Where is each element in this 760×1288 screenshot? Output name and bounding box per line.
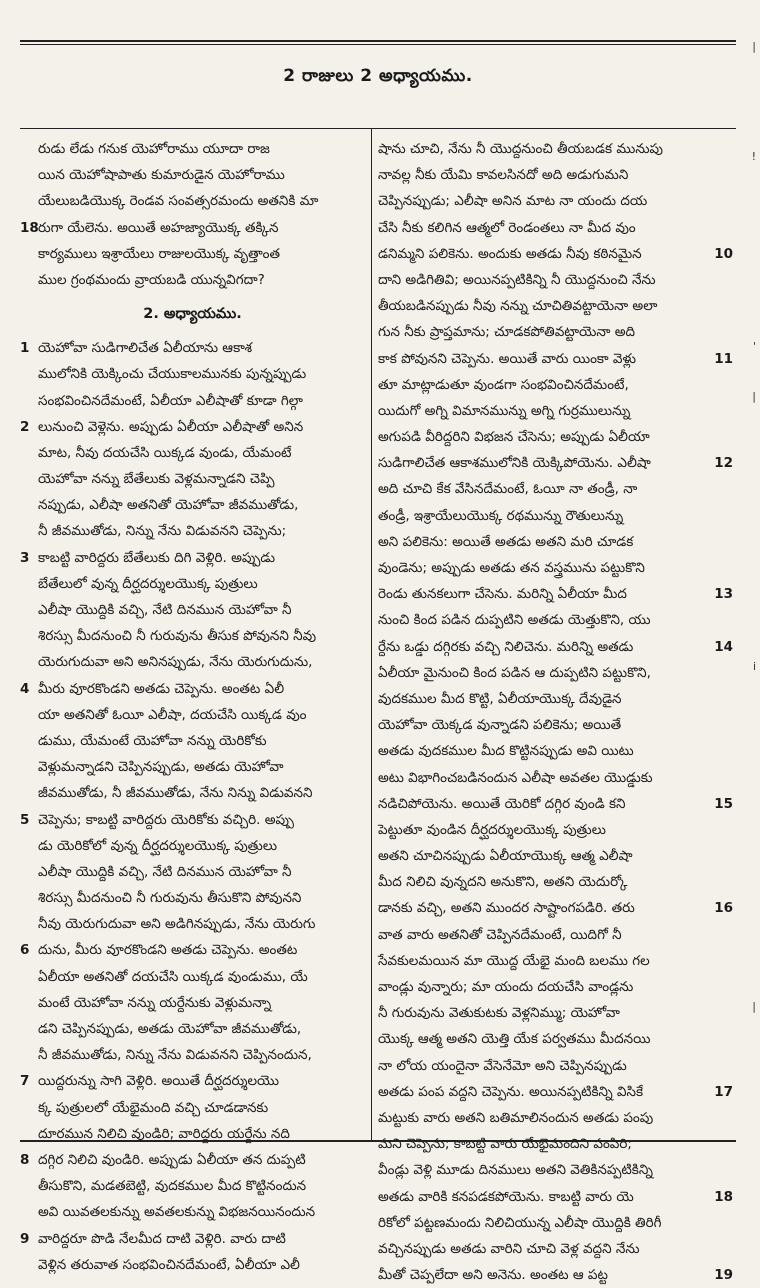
text-line [378,1184,733,1210]
text-line [20,492,365,518]
line-text: తీసుకొని, మడతబెట్టి, వుదకముల మీద కొట్టినందున [38,1178,307,1195]
text-line [20,728,365,754]
text-line [378,843,723,869]
text-line [20,1095,365,1121]
line-text: రుగా యేలెను. అయితే అహజ్యాయొక్క తక్కిన [38,219,279,236]
verse-number [20,833,38,859]
verse-number: 10 [714,245,733,262]
line-text: డుము, యేమంటే యెహోవా నన్ను యెరికోకు [38,732,267,749]
bottom-rule [20,1140,736,1142]
text-line [20,414,365,440]
text-line [20,440,365,466]
top-double-rule-inner [20,44,736,45]
line-text: రుడు లేడు గనుక యెహోరాము యూదా రాజ [38,141,270,157]
verse-number [20,649,38,675]
text-line [20,623,365,649]
text-line [378,1000,723,1026]
page-title: 2 రాజులు 2 అధ్యాయము. [283,66,473,86]
verse-number [20,623,38,649]
line-text: గున నీకు ప్రాప్తమాను; చూడకపోతివట్టాయెనా అది [378,324,636,341]
text-line [378,372,723,398]
verse-number: 15 [714,795,733,812]
text-line [378,791,733,817]
margin-mark: i [752,660,756,673]
text-line [378,476,723,502]
text-line [20,267,365,293]
verse-number [20,702,38,728]
verse-number [20,597,38,623]
text-line [378,503,723,529]
verse-number [20,1095,38,1121]
line-text: మీరు వూరకొండని అతడు చెప్పెను. అంతట ఏలీ [38,680,285,697]
line-text: సుడిగాలిచేత ఆకాశములోనికి యెక్కిపోయెను. ఎలీషా [378,455,651,472]
verse-number [20,466,38,492]
line-text: కాక పోవునని చెప్పెను. అయితే వారు యింకా వెళ్లు [378,350,636,367]
top-double-rule [20,40,736,42]
line-text: శిరస్సు మీదనుంచి నీ గురువును తీసుకొని పోవునని [38,890,302,907]
verse-number: 8 [20,1151,30,1168]
line-text: జీవముతోడు, నీ జీవముతోడు, నేను నిన్ను విడువనని [38,785,313,802]
verse-number [20,1199,38,1225]
verse-number [20,885,38,911]
line-text: లునుంచి వెళ్లెను. అప్పుడు ఏలీయా ఎలీషాతో అనిన [38,418,304,435]
text-line [378,450,733,476]
line-text: చెప్పెను; కాబట్టి వారిద్దరు యెరికోకు వచ్చిరి. అప్పు [38,811,295,828]
line-text: ముల గ్రంథమందు వ్రాయబడి యున్నవిగదా? [38,271,265,288]
line-text: యెహోవా సుడిగాలిచేత ఏలీయాను ఆకాశ [38,340,253,357]
verse-number [20,1016,38,1042]
text-line [378,712,723,738]
line-text: యిన యెహోషాపాతు కుమారుడైన యెహోరాము [38,167,285,184]
text-line [20,833,365,859]
line-text: చెప్పినప్పుడు; ఎలీషా అనిన మాట నా యందు దయ [378,193,648,210]
text-line [20,136,365,162]
text-line [378,241,733,267]
line-text: యెహోవా యెక్కడ వున్నాడని పలికెను; అయితే [378,717,622,734]
line-text: అతడు వారికి కనపడకపోయెను. కాబట్టి వారు యె [378,1188,634,1205]
text-line [378,346,733,372]
verse-number: 4 [20,680,30,697]
text-line [378,817,723,843]
text-line [378,1079,733,1105]
line-text: చేసి నీకు కలిగిన ఆత్మలో రెండంతలు నా మీద వుం [378,219,636,236]
line-text: నీ జీవముతోడు, నిన్ను నేను విడువనని చెప్పినందున, [38,1047,312,1064]
column-divider [371,128,372,1140]
line-text: ఏలీయా మైనుంచి కింద పడిన ఆ దుప్పటిని పట్టుకొని, [378,664,651,681]
line-text: అతడు వుదకముల మీద కొట్టినప్పుడు అవి యిటు [378,743,634,760]
line-text: మంటే యెహోవా నన్ను యర్దేనుకు వెళ్లుమన్నా [38,994,272,1011]
verse-number [20,1121,38,1147]
line-text: రెండు తునకలుగా చేసెను. మరిన్ని ఏలీయా మీద [378,586,627,603]
verse-number: 2 [20,418,30,435]
line-text: వాండ్లు వున్నారు; మా యందు దయచేసి వాండ్లను [378,979,634,995]
verse-number [20,911,38,937]
line-text: దగ్గిర నిలిచి వుండిరి. అప్పుడు ఏలీయా తన దుప్పటి [38,1151,306,1168]
line-text: నడిచిపోయెను. అయితే యెరికో దగ్గిర వుండి కని [378,795,626,812]
line-text: తీయబడినప్పుడు నీవు నన్ను చూచితివట్టాయెనా అలా [378,298,658,315]
verse-number [20,188,38,214]
line-text: పెట్టుతూ వుండిన దీర్ఘదర్శులయొక్క పుత్రులు [378,821,606,838]
line-text: నీ జీవముతోడు, నిన్ను నేను విడువనని చెప్పెను; [38,523,287,540]
line-text: దూరమున నిలిచి వుండిరి; వారిద్దరు యర్దేను నది [38,1125,290,1142]
text-line [378,1210,723,1236]
verse-number: 19 [714,1267,733,1284]
line-text: వచ్చినప్పుడు అతడు వారిని చూచి వెళ్ల వద్దని నేను [378,1240,640,1257]
text-line [378,1262,733,1288]
text-line [378,738,723,764]
margin-mark: | [752,40,756,53]
line-text: యేలుబడియొక్క రెండవ సంవత్సరమందు అతనికి మా [38,193,319,210]
verse-number [20,859,38,885]
line-text: వుదకముల మీద కొట్టి, ఏలీయాయొక్క దేవుడైన [378,690,622,707]
line-text: ఏలీయా అతనితో దయచేసి యిక్కడ వుండుము, యే [38,968,308,985]
line-text: యిదుగో అగ్ని విమానమున్ను అగ్ని గుర్రములున్ను [378,402,631,419]
verse-number [20,162,38,188]
line-text: దాని అడిగితివి; అయినప్పటికిన్ని నీ యొద్దనుంచి నేను [378,271,656,288]
text-line [378,424,723,450]
line-text: యొక్క ఆత్మ అతని యెత్తి యేక పర్వతము మీదనయి [378,1031,651,1048]
text-line [378,188,723,214]
verse-number [20,492,38,518]
verse-number: 11 [714,350,733,367]
margin-mark: | [752,1000,756,1013]
line-text: అని పలికెను: అయితే అతడు అతని మరి చూడక [378,533,634,550]
verse-number: 5 [20,811,30,828]
verse-number [20,754,38,780]
verse-number [20,990,38,1016]
text-line [378,162,723,188]
line-text: ఎలీషా యొద్దికి వచ్చి, నేటి దినమున యెహోవా నీ [38,602,292,618]
line-text: మీతో చెప్పలేదా అని అనెను. అంతట ఆ పట్ట [378,1267,608,1284]
text-line [20,1042,365,1068]
chapter-heading: 2. అధ్యాయము. [143,306,242,323]
text-line [378,319,723,345]
left-column [20,136,365,1273]
text-line [20,571,365,597]
text-line [378,607,723,633]
verse-number [20,571,38,597]
text-line [20,1068,365,1094]
line-text: కార్యములు ఇశ్రాయేలు రాజులయొక్క వృత్తాంత [38,245,281,262]
text-line [20,990,365,1016]
text-line [20,1121,365,1147]
line-text: సంభవించినదేమంటే, ఏలీయా ఎలీషాతో కూడా గిల్గా [38,392,303,409]
right-margin-marks [742,0,756,1191]
verse-number [20,728,38,754]
page [20,40,736,1284]
text-line [378,555,723,581]
text-line [378,869,723,895]
text-line [20,597,365,623]
text-line [20,964,365,990]
line-text: నీవు యెరుగుదువా అని అడిగినప్పుడు, నేను యెరుగు [38,916,316,933]
text-line [20,754,365,780]
line-text: నా లోయ యందైనా వేసెనేమో అని చెప్పినప్పుడు [378,1057,627,1074]
text-line [20,649,365,675]
text-line [20,1147,365,1173]
text-line [20,466,365,492]
line-text: వాత వారు అతనితో చెప్పినదేమంటే, యిదిగో నీ [378,926,622,943]
text-line [378,634,733,660]
text-line [20,1016,365,1042]
text-line [20,162,365,188]
text-line [378,398,723,424]
text-line [20,780,365,806]
text-line [378,686,723,712]
line-text: మట్టుకు వారు అతని బతిమాలినందున అతడు పంపు [378,1109,654,1126]
verse-number: 12 [714,455,733,472]
verse-number: 1 [20,340,30,357]
verse-number: 14 [714,638,733,655]
text-line [378,974,723,1000]
line-text: డు యెరికోలో వున్న దీర్ఘదర్శులయొక్క పుత్రులు [38,837,278,854]
verse-number: 7 [20,1073,30,1090]
verse-number [20,267,38,293]
text-line [378,765,723,791]
text-line [378,1026,723,1052]
text-line [378,529,723,555]
line-text: వెళ్లిన తరువాత సంభవించినదేమంటే, ఏలీయా ఎలీ [38,1256,300,1273]
line-text: ములోనికి యెక్కించు చేయుకాలమునకు పున్నప్పుడు [38,366,307,383]
line-text: డానకు వచ్చి, అతని ముందర సాష్టాంగపడిరి. తరు [378,900,635,917]
text-line [20,188,365,214]
text-line [20,885,365,911]
verse-number: 3 [20,549,30,566]
text-line [20,545,365,571]
text-line [378,1105,723,1131]
margin-mark: ' [752,340,756,353]
text-line [20,361,365,387]
verse-number [20,518,38,544]
line-text: మని చెప్పెను; కాబట్టి వారు యేభైమందిని పంపిరి; [378,1136,632,1153]
line-text: వారిద్దరూ పొడి నేలమీద దాటి వెళ్లిరి. వారు దాటి [38,1230,286,1247]
verse-number [20,780,38,806]
verse-number [20,361,38,387]
text-line [378,948,723,974]
line-text: అవి యివతలకున్ను అవతలకున్ను విభజనయినందున [38,1204,316,1221]
line-text: యెహోవా నన్ను బేతేలుకు వెళ్లమన్నాడని చెప్పి [38,471,275,488]
line-text: డనిమ్మని పలికెను. అందుకు అతడు నీవు కఠినమైన [378,245,642,262]
line-text: అది చూచి కేక వేసినదేమంటే, ఓయీ నా తండ్రీ, నా [378,481,638,498]
line-text: శిరస్సు మీదనుంచి నీ గురువును తీసుక పోవునని నీవు [38,628,317,645]
line-text: అతని చూచినప్పుడు ఏలీయాయొక్క ఆత్మ ఎలీషా [378,848,633,865]
text-line [378,1053,723,1079]
line-text: అగుపడి వీరిద్దరిని విభజన చేసెను; అప్పుడు ఏలీయా [378,429,650,446]
line-text: మాట, నీవు దయచేసి యిక్కడ వుండు, యేమంటే [38,444,292,461]
line-text: నావల్ల నీకు యేమి కావలసినదో అది అడుగుమని [378,167,629,184]
verse-number: 6 [20,942,30,959]
text-line [20,1226,365,1252]
line-text: కాబట్టి వారిద్దరు బేతేలుకు దిగి వెళ్లిరి. అప్పుడు [38,549,276,566]
text-line [378,215,723,241]
line-text: డని చెప్పినప్పుడు, అతడు యెహోవా జీవముతోడు, [38,1021,302,1037]
text-line [378,660,723,686]
line-text: నప్పుడు, ఎలీషా అతనితో యెహోవా జీవముతోడు, [38,497,299,514]
line-text: రికోలో పట్టణమందు నిలిచియున్న ఎలీషా యొద్దికి తిరిగీ [378,1214,662,1231]
line-text: బేతేలులో వున్న దీర్ఘదర్శులయొక్క పుత్రులు [38,575,258,592]
text-line [20,807,365,833]
verse-number: 18 [714,1188,733,1205]
line-text: నీ గురువును వెతుకుటకు వెళ్లనిమ్ము; యెహోవా [378,1005,620,1022]
text-line [20,1173,365,1199]
text-line [20,388,365,414]
text-line [20,518,365,544]
text-line [378,136,723,162]
right-column [378,136,733,1284]
text-line [378,1157,723,1183]
text-line [20,676,365,702]
line-text: వుండెను; అప్పుడు అతడు తన వస్త్రమును పట్టుకొని [378,560,645,576]
text-line [378,1236,723,1262]
verse-number: 13 [714,586,733,603]
text-line [378,293,723,319]
line-text: వెళ్లుమన్నాడని చెప్పినప్పుడు, అతడు యెహోవా [38,759,284,776]
margin-mark: | [752,390,756,403]
verse-number: 17 [714,1083,733,1100]
text-line [20,702,365,728]
verse-number [20,964,38,990]
line-text: అతడు పంప వద్దని చెప్పెను. అయినప్పటికిన్ని విసికే [378,1083,644,1100]
text-line [20,911,365,937]
line-text: ర్దేను ఒడ్డు దగ్గిరకు వచ్చి నిలిచెను. మరిన్ని అతడు [378,638,634,655]
header-rule [20,128,736,129]
text-line [20,1199,365,1225]
text-line [20,859,365,885]
verse-number [20,1042,38,1068]
text-line [20,1252,365,1278]
line-text: నుంచి కింద పడిన దుప్పటిని అతడు యెత్తుకొని, యు [378,612,651,629]
verse-number [20,1252,38,1278]
text-line [378,1131,723,1157]
line-text: తండ్రీ, ఇశ్రాయేలుయొక్క రథమున్ను రౌతులున్ను [378,507,624,524]
text-line [378,895,733,921]
line-text: వీండ్లు వెళ్లి మూడు దినములు అతని వెతికినప్పటికిన్ని [378,1162,653,1179]
line-text: క్క పుత్రులలో యేభైమంది వచ్చి చూడడానకు [38,1099,269,1116]
margin-mark: ! [751,150,756,163]
verse-number [20,1173,38,1199]
line-text: యిద్దరున్ను సాగి వెళ్లిరి. అయితే దీర్ఘదర్శులయొ [38,1073,280,1090]
line-text: యా అతనితో ఓయీ ఎలీషా, దయచేసి యిక్కడ వుం [38,706,307,723]
line-text: తూ మాట్లాడుతూ వుండగా సంభవించినదేమంటే, [378,376,629,393]
text-line [378,267,723,293]
text-line [378,581,733,607]
text-line [20,215,365,241]
verse-number [20,388,38,414]
verse-number [20,440,38,466]
line-text: దును, మీరు వూరకొండని అతడు చెప్పెను. అంతట [38,942,298,959]
text-line [20,335,365,361]
line-text: షాను చూచి, నేను నీ యొద్దనుంచి తీయబడక మునుపు [378,141,663,157]
line-text: యెరుగుదువా అని అనినప్పుడు, నేను యెరుగుదును, [38,654,313,671]
verse-number: 9 [20,1230,30,1247]
text-line [20,241,365,267]
line-text: సేవకులమయిన మా యొద్ద యేభై మంది బలము గల [378,952,650,969]
verse-number [20,136,38,162]
text-line [378,922,723,948]
verse-number: 18 [20,219,39,236]
line-text: ఎలీషా యొద్దికి వచ్చి, నేటి దినమున యెహోవా నీ [38,863,292,880]
line-text: మీద నిలిచి వున్నదని అనుకొని, అతని యెదుర్కో [378,874,628,891]
verse-number: 16 [714,900,733,917]
text-line [20,937,365,963]
line-text: అటు విభాగించబడినందున ఎలీషా అవతల యొడ్డుకు [378,769,653,786]
verse-number [20,241,38,267]
